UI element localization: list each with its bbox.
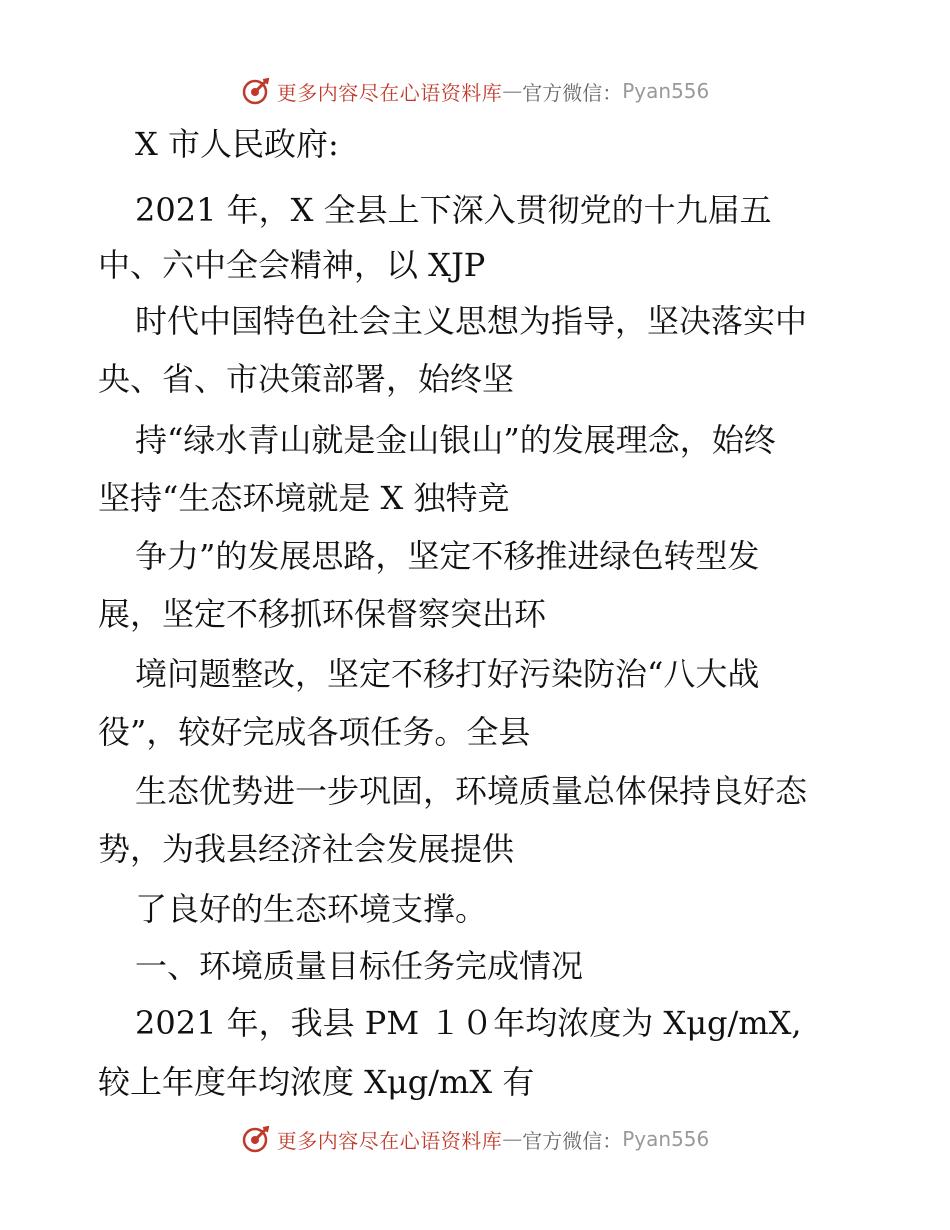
document-line: 2021 年，X 全县上下深入贯彻党的十九届五	[135, 191, 772, 229]
watermark-separator: —	[502, 79, 523, 103]
document-line: 持“绿水青山就是金山银山”的发展理念，始终	[135, 421, 776, 459]
document-line: 争力”的发展思路，坚定不移推进绿色转型发	[135, 537, 760, 575]
document-line: 了良好的生态环境支撑。	[135, 890, 488, 928]
document-line: 坚持“生态环境就是 X 独特竞	[98, 479, 510, 517]
watermark-official-label: 官方微信：	[522, 80, 623, 105]
document-line: 较上年度年均浓度 Xμg/mX 有	[98, 1063, 535, 1101]
document-line: 生态优势进一步巩固，环境质量总体保持良好态	[135, 772, 808, 810]
document-line: 2021 年，我县 PM １０年均浓度为 Xμg/mX,	[135, 1004, 802, 1042]
watermark-account: Pyan556	[622, 79, 710, 103]
brand-logo-icon	[241, 76, 271, 106]
watermark-separator: —	[502, 1127, 523, 1151]
header-watermark	[0, 76, 950, 106]
document-line: X 市人民政府:	[135, 125, 339, 163]
document-line: 展，坚定不移抓环保督察突出环	[98, 595, 547, 633]
document-line: 役”，较好完成各项任务。全县	[98, 713, 531, 751]
watermark-brand-text: 更多内容尽在心语资料库	[276, 1128, 503, 1153]
section-heading: 一、环境质量目标任务完成情况	[135, 947, 584, 985]
watermark-account: Pyan556	[622, 1127, 710, 1151]
document-line: 境问题整改，坚定不移打好污染防治“八大战	[135, 655, 760, 693]
brand-logo-icon	[241, 1124, 271, 1154]
watermark-brand-text: 更多内容尽在心语资料库	[276, 80, 503, 105]
footer-watermark	[0, 1124, 950, 1154]
document-line: 势，为我县经济社会发展提供	[98, 830, 515, 868]
document-line: 中、六中全会精神，以 XJP	[98, 246, 486, 284]
watermark-official-label: 官方微信：	[522, 1128, 623, 1153]
document-line: 央、省、市决策部署，始终坚	[98, 360, 515, 398]
document-line: 时代中国特色社会主义思想为指导，坚决落实中	[135, 302, 808, 340]
